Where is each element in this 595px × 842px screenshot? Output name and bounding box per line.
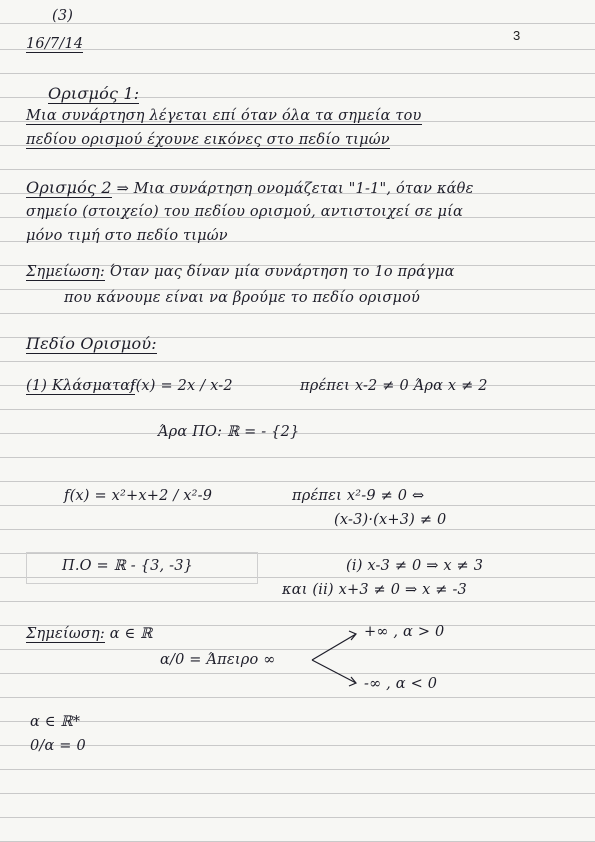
note-2-line-1: α ∈ ℝ xyxy=(109,626,153,642)
example-2-condition-1: πρέπει x²-9 ≠ 0 ⇔ xyxy=(292,488,425,504)
fractions-label: (1) Κλάσματα: xyxy=(26,378,136,394)
definition-2-line-2: σημείο (στοιχείο) του πεδίου ορισμού, αντιστοιχεί σε μία xyxy=(26,204,464,220)
definition-1-line-2: πεδίου ορισμού έχουνε εικόνες στο πεδίο τιμών xyxy=(26,132,390,148)
note-1-title: Σημείωση: xyxy=(26,264,105,280)
definition-1-line-1: Μια συνάρτηση λέγεται επί όταν όλα τα σημεία του xyxy=(26,108,422,124)
fraction-condition: πρέπει x-2 ≠ 0 Άρα x ≠ 2 xyxy=(300,378,488,394)
note-2-minus-infinity: -∞ , α < 0 xyxy=(364,676,438,692)
implies-arrow: ⇒ xyxy=(116,181,129,197)
definition-2-title: Ορισμός 2 xyxy=(26,178,112,197)
example-2-case-2: και (ii) x+3 ≠ 0 ⇒ x ≠ -3 xyxy=(282,582,467,598)
note-3-line-1: α ∈ ℝ* xyxy=(30,714,81,730)
date: 16/7/14 xyxy=(26,36,84,52)
fraction-function: f(x) = 2x / x-2 xyxy=(130,378,233,394)
note-1-line-1: Όταν μας δίναν μία συνάρτηση το 1ο πράγμα xyxy=(109,264,455,280)
note-2-title: Σημείωση: xyxy=(26,626,105,642)
example-2-function: f(x) = x²+x+2 / x²-9 xyxy=(64,488,213,504)
domain-heading: Πεδίο Ορισμού: xyxy=(26,334,157,353)
note-1-line-2: που κάνουμε είναι να βρούμε το πεδίο ορισμού xyxy=(64,290,421,306)
definition-1-title: Ορισμός 1: xyxy=(48,84,140,103)
sheet-number: (3) xyxy=(52,8,74,24)
example-2-condition-2: (x-3)·(x+3) ≠ 0 xyxy=(334,512,447,528)
note-3-line-2: 0/α = 0 xyxy=(30,738,86,754)
page-number: 3 xyxy=(513,28,521,43)
note-2-plus-infinity: +∞ , α > 0 xyxy=(364,624,445,640)
example-2-case-1: (i) x-3 ≠ 0 ⇒ x ≠ 3 xyxy=(346,558,484,574)
arrow-down-line xyxy=(312,660,356,683)
example-2-domain: Π.Ο = ℝ - {3, -3} xyxy=(62,558,194,574)
definition-2-line-1: Μια συνάρτηση ονομάζεται "1-1", όταν κάθε xyxy=(133,181,474,197)
definition-2-line-3: μόνο τιμή στο πεδίο τιμών xyxy=(26,228,228,244)
fraction-result: Άρα ΠΟ: ℝ = - {2} xyxy=(158,424,300,440)
note-2-line-2: α/0 = Άπειρο ∞ xyxy=(160,652,276,668)
arrow-up-line xyxy=(312,634,356,660)
